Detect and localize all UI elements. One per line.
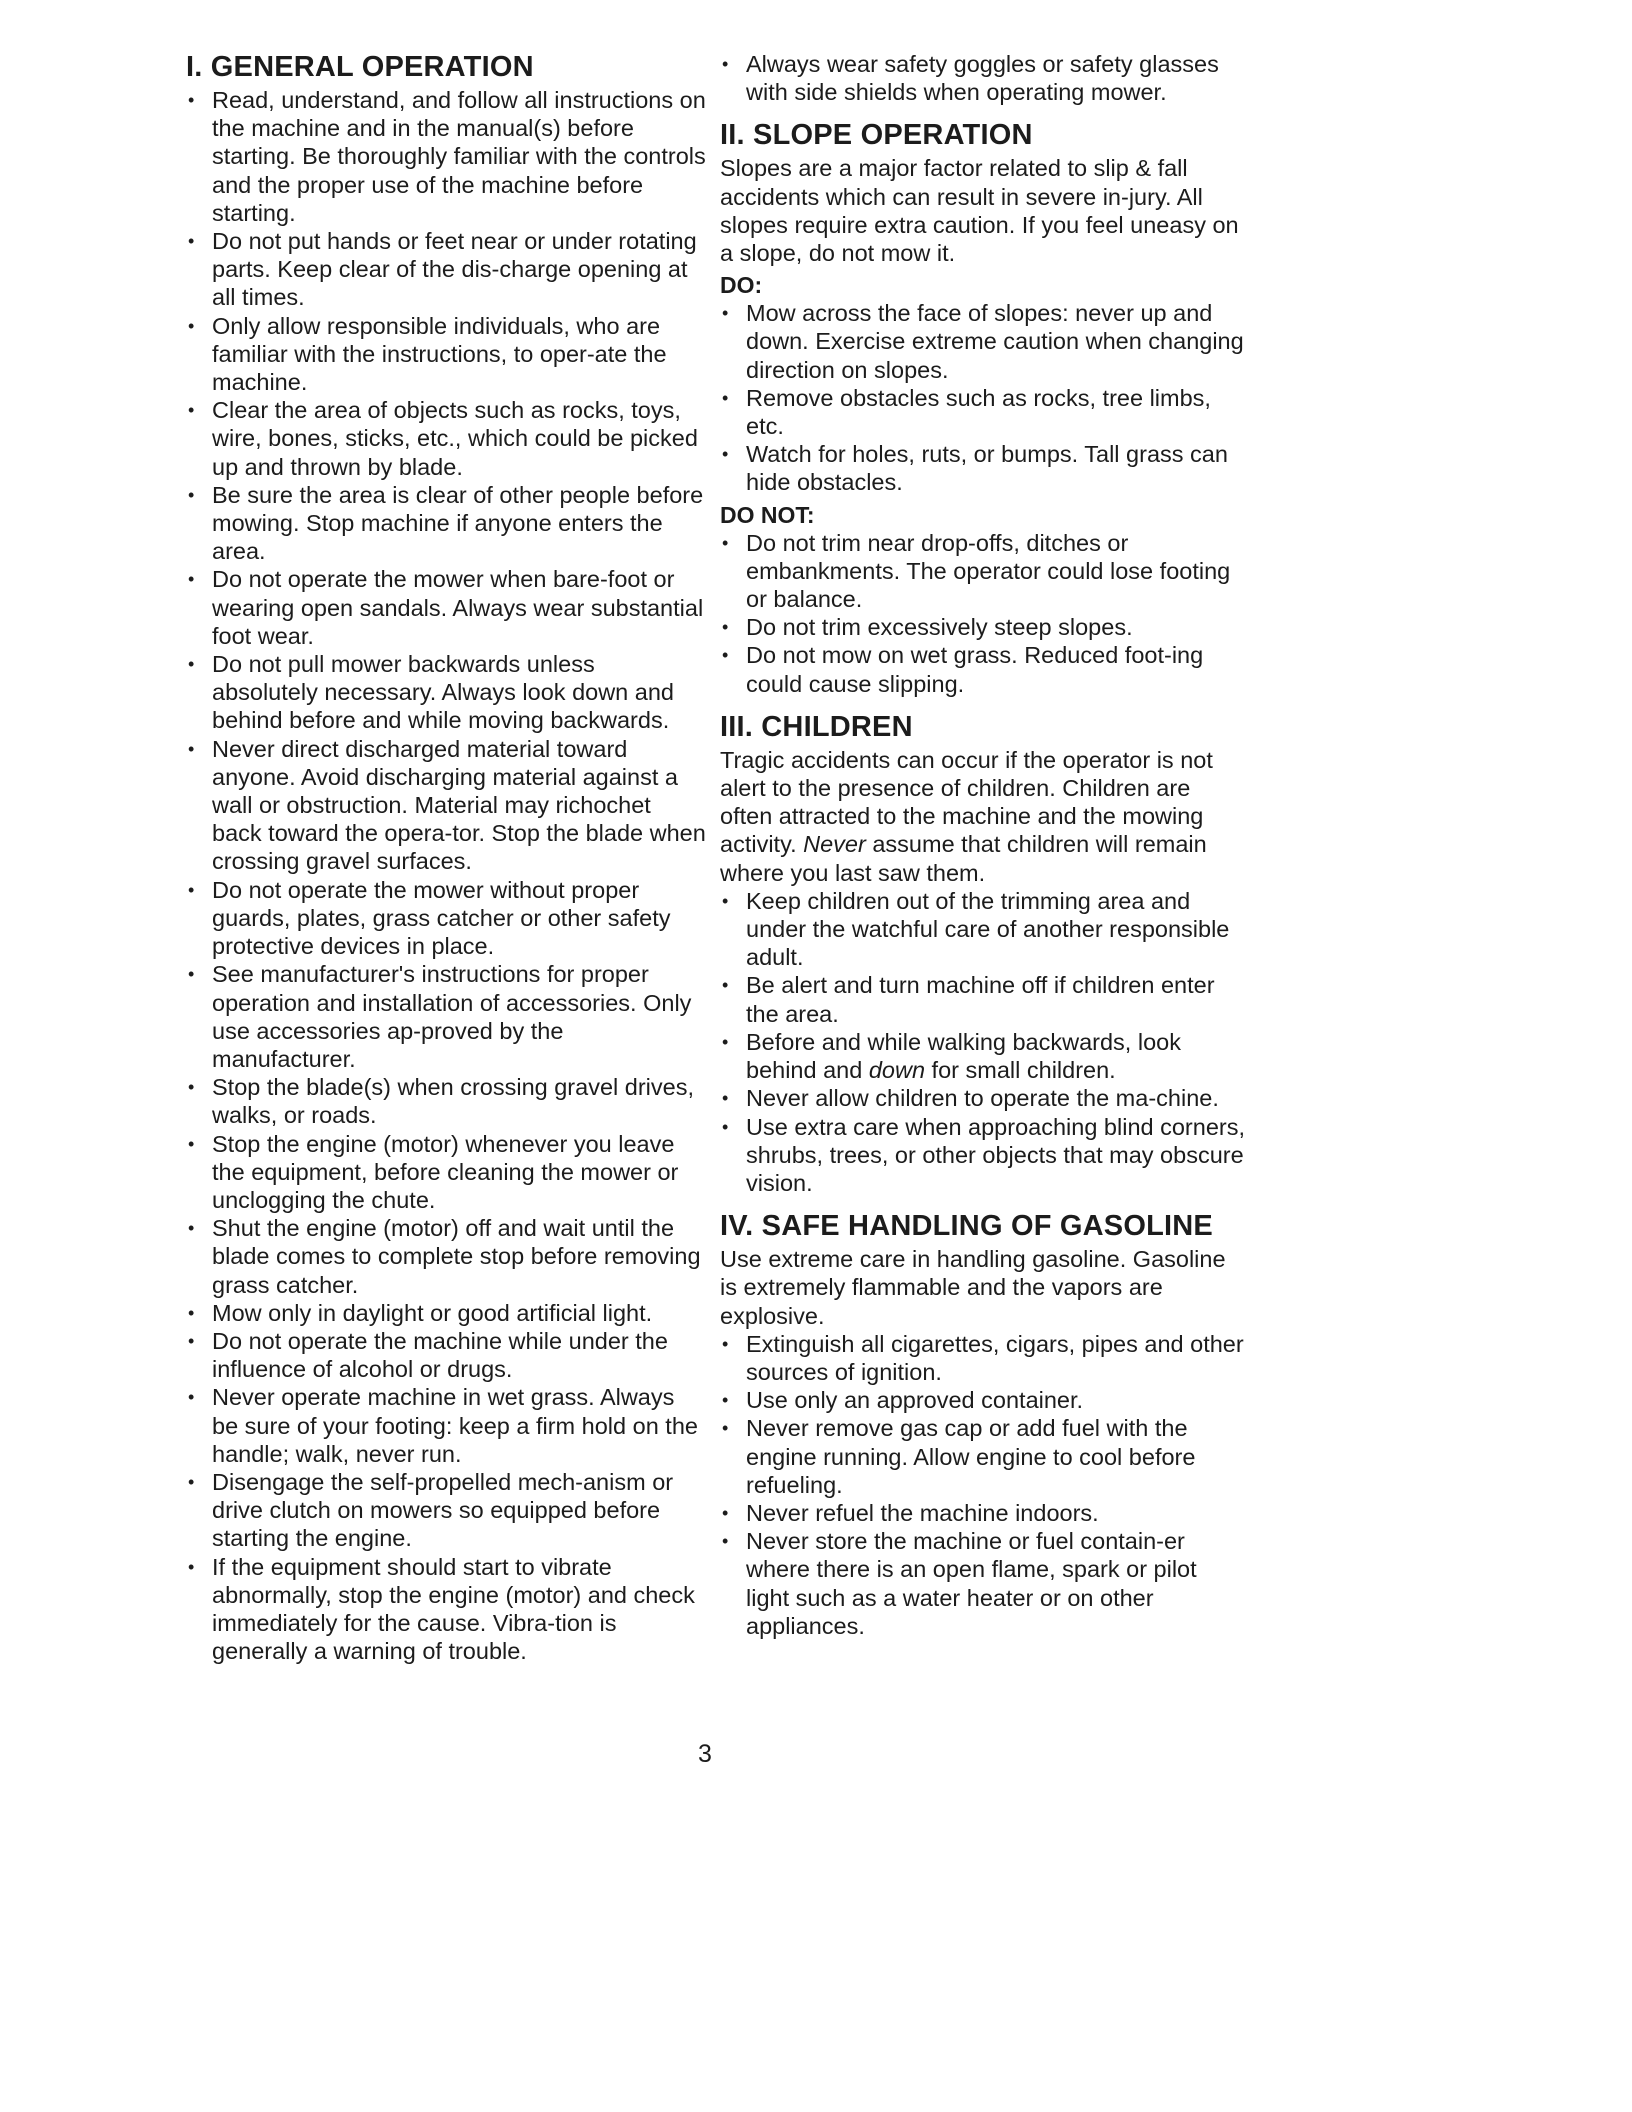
list-item: • Stop the engine (motor) whenever you leave the equipment, before cleaning the mower or unclogging the chute.: [186, 1130, 706, 1215]
list-item: • Disengage the self-propelled mech-anism or drive clutch on mowers so equipped before starting the engine.: [186, 1468, 706, 1553]
list-item: • Keep children out of the trimming area and under the watchful care of another responsible adult.: [720, 887, 1245, 972]
children-section: [720, 710, 1245, 1197]
list-item: • Never refuel the machine indoors.: [720, 1499, 1245, 1527]
children-intro-emphasis: Never: [803, 831, 866, 858]
list-item-text: Before and while walking backwards, look behind and: [746, 1028, 1181, 1084]
list-item: • Always wear safety goggles or safety glasses with side shields when operating mower.: [720, 50, 1245, 106]
list-item: • Do not operate the mower when bare-foot or wearing open sandals. Always wear substantial foot wear.: [186, 565, 706, 650]
list-item: • Never operate machine in wet grass. Always be sure of your footing: keep a firm hold on the handle; walk, never run.: [186, 1383, 706, 1468]
gasoline-list: [720, 1330, 1245, 1640]
list-item: • Remove obstacles such as rocks, tree limbs, etc.: [720, 384, 1245, 440]
goggles-list: [720, 50, 1245, 106]
list-item: [720, 1028, 1245, 1084]
list-item: • Read, understand, and follow all instructions on the machine and in the manual(s) before starting. Be thoroughly familiar with the controls and the proper use of the machine before starting.: [186, 86, 706, 227]
general-operation-list: [186, 86, 706, 1665]
list-item-text: for small children.: [925, 1057, 1116, 1084]
right-column: [720, 50, 1245, 1640]
list-item: • Only allow responsible individuals, who are familiar with the instructions, to oper-ate the machine.: [186, 312, 706, 397]
list-item: • Never remove gas cap or add fuel with the engine running. Allow engine to cool before refueling.: [720, 1414, 1245, 1499]
page-number: 3: [698, 1740, 712, 1768]
list-item: • Use only an approved container.: [720, 1386, 1245, 1414]
list-item: • Shut the engine (motor) off and wait until the blade comes to complete stop before removing grass catcher.: [186, 1214, 706, 1299]
list-item: • Use extra care when approaching blind corners, shrubs, trees, or other objects that may obscure vision.: [720, 1113, 1245, 1198]
do-list: [720, 299, 1245, 496]
gasoline-section: [720, 1209, 1245, 1640]
children-heading: III. CHILDREN: [720, 710, 913, 743]
list-item: • If the equipment should start to vibrate abnormally, stop the engine (motor) and check immediately for the cause. Vibra-tion is generally a warning of trouble.: [186, 1553, 706, 1666]
left-column: [186, 50, 706, 1665]
do-label: DO:: [720, 272, 763, 299]
list-item: • Mow across the face of slopes: never up and down. Exercise extreme caution when changing direction on slopes.: [720, 299, 1245, 384]
list-item: • Mow only in daylight or good artificial light.: [186, 1299, 706, 1327]
list-item: • Never allow children to operate the ma-chine.: [720, 1084, 1245, 1112]
list-item: • Do not operate the machine while under the influence of alcohol or drugs.: [186, 1327, 706, 1383]
slope-operation-heading: II. SLOPE OPERATION: [720, 119, 1033, 152]
list-item: • Do not mow on wet grass. Reduced foot-ing could cause slipping.: [720, 641, 1245, 697]
children-intro-text: Tragic accidents can occur if the operator is not alert to the presence of children. Children are often attracted to the machine and the mowing activity.: [720, 746, 1213, 858]
list-item: • Stop the blade(s) when crossing gravel drives, walks, or roads.: [186, 1073, 706, 1129]
list-item: • Do not operate the mower without proper guards, plates, grass catcher or other safety protective devices in place.: [186, 876, 706, 961]
children-list: [720, 887, 1245, 1197]
do-not-list: [720, 529, 1245, 698]
list-item: • Never direct discharged material toward anyone. Avoid discharging material against a wall or obstruction. Material may richochet back toward the opera-tor. Stop the blade when crossing gravel surfaces.: [186, 735, 706, 876]
list-item: • Clear the area of objects such as rocks, toys, wire, bones, sticks, etc., which could be picked up and thrown by blade.: [186, 396, 706, 481]
list-item: • Do not pull mower backwards unless absolutely necessary. Always look down and behind before and while moving backwards.: [186, 650, 706, 735]
list-item: • Do not put hands or feet near or under rotating parts. Keep clear of the dis-charge opening at all times.: [186, 227, 706, 312]
list-item: • Watch for holes, ruts, or bumps. Tall grass can hide obstacles.: [720, 440, 1245, 496]
gasoline-heading: IV. SAFE HANDLING OF GASOLINE: [720, 1210, 1213, 1243]
list-item: • Be sure the area is clear of other people before mowing. Stop machine if anyone enters the area.: [186, 481, 706, 566]
list-item: • Be alert and turn machine off if children enter the area.: [720, 971, 1245, 1027]
slope-operation-section: [720, 118, 1245, 697]
list-item: • See manufacturer's instructions for proper operation and installation of accessories. Only use accessories ap-proved by the manufacturer.: [186, 960, 706, 1073]
do-not-label: DO NOT:: [720, 501, 815, 528]
list-item: • Do not trim near drop-offs, ditches or embankments. The operator could lose footing or balance.: [720, 529, 1245, 614]
list-item-emphasis: down: [868, 1057, 926, 1084]
slope-intro: Slopes are a major factor related to slip & fall accidents which can result in severe in-jury. All slopes require extra caution. If you feel uneasy on a slope, do not mow it.: [720, 155, 1239, 267]
children-intro: [720, 746, 1245, 887]
list-item: • Extinguish all cigarettes, cigars, pipes and other sources of ignition.: [720, 1330, 1245, 1386]
list-item: • Do not trim excessively steep slopes.: [720, 613, 1245, 641]
children-intro-text: assume that children will remain where you last saw them.: [720, 831, 1207, 886]
gasoline-intro: Use extreme care in handling gasoline. Gasoline is extremely flammable and the vapors are explosive.: [720, 1246, 1226, 1329]
list-item: • Never store the machine or fuel contain-er where there is an open flame, spark or pilot light such as a water heater or on other appliances.: [720, 1527, 1245, 1640]
general-operation-heading: I. GENERAL OPERATION: [186, 51, 534, 83]
